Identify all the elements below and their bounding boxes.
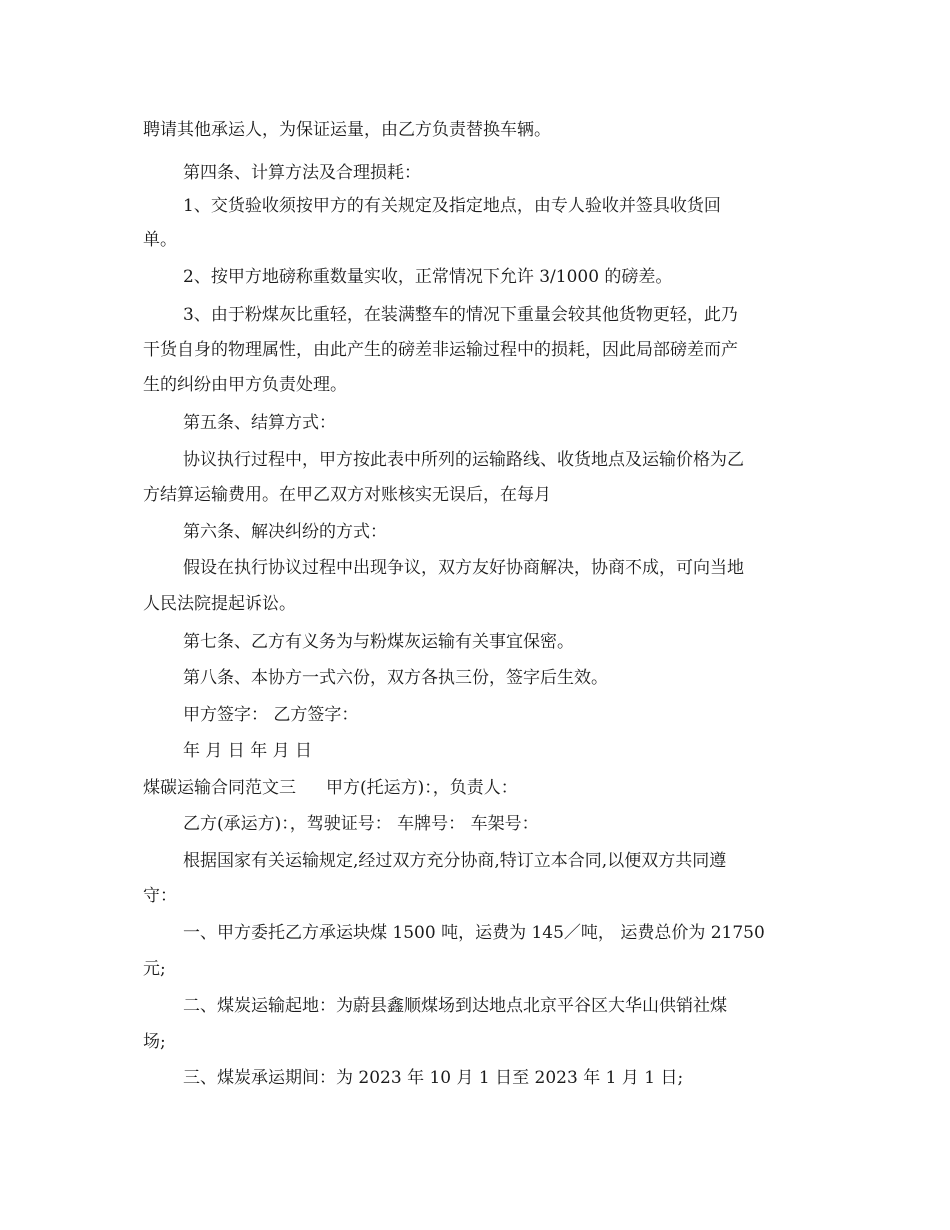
title-line [143, 778, 518, 798]
section-heading: 第六条、解决纠纷的方式： [183, 522, 387, 542]
text-line: 方结算运输费用。在甲乙双方对账核实无误后，在每月 [143, 485, 551, 505]
section-heading: 第五条、结算方式： [183, 413, 336, 433]
text-line: 守： [143, 886, 177, 906]
text-line: 场; [143, 1032, 166, 1052]
party-b-line: 乙方(承运方)：，驾驶证号： 车牌号： 车架号： [183, 814, 539, 834]
text-line: 1、交货验收须按甲方的有关规定及指定地点，由专人验收并签具收货回 [183, 196, 721, 216]
section-heading: 第四条、计算方法及合理损耗： [183, 163, 421, 183]
party-a-line: 甲方(托运方)：，负责人： [326, 778, 518, 798]
text-line: 第七条、乙方有义务为与粉煤灰运输有关事宜保密。 [183, 632, 574, 652]
text-line: 3、由于粉煤灰比重轻，在装满整车的情况下重量会较其他货物更轻，此乃 [183, 305, 738, 325]
text-line: 单。 [143, 230, 177, 250]
text-line: 一、甲方委托乙方承运块煤 1500 吨，运费为 145／吨， 运费总价为 21750 [183, 923, 765, 943]
text-line: 2、按甲方地磅称重数量实收，正常情况下允许 3/1000 的磅差。 [183, 267, 673, 287]
text-line: 干货自身的物理属性，由此产生的磅差非运输过程中的损耗，因此局部磅差而产 [143, 340, 738, 360]
text-line: 生的纠纷由甲方负责处理。 [143, 375, 347, 395]
text-line: 聘请其他承运人，为保证运量，由乙方负责替换车辆。 [143, 120, 551, 140]
document-title: 煤碳运输合同范文三 [143, 778, 296, 798]
text-line: 元; [143, 959, 166, 979]
text-line: 第八条、本协方一式六份，双方各执三份，签字后生效。 [183, 668, 608, 688]
text-line: 根据国家有关运输规定,经过双方充分协商,特订立本合同,以便双方共同遵 [183, 851, 727, 871]
text-line: 三、煤炭承运期间：为 2023 年 10 月 1 日至 2023 年 1 月 1 日; [183, 1068, 684, 1088]
signature-line: 甲方签字： 乙方签字： [183, 705, 359, 725]
text-line: 人民法院提起诉讼。 [143, 594, 296, 614]
text-line: 协议执行过程中，甲方按此表中所列的运输路线、收货地点及运输价格为乙 [183, 450, 744, 470]
date-line: 年 月 日 年 月 日 [183, 741, 313, 761]
text-line: 假设在执行协议过程中出现争议，双方友好协商解决，协商不成，可向当地 [183, 558, 744, 578]
text-line: 二、煤炭运输起地：为蔚县鑫顺煤场到达地点北京平谷区大华山供销社煤 [183, 996, 727, 1016]
